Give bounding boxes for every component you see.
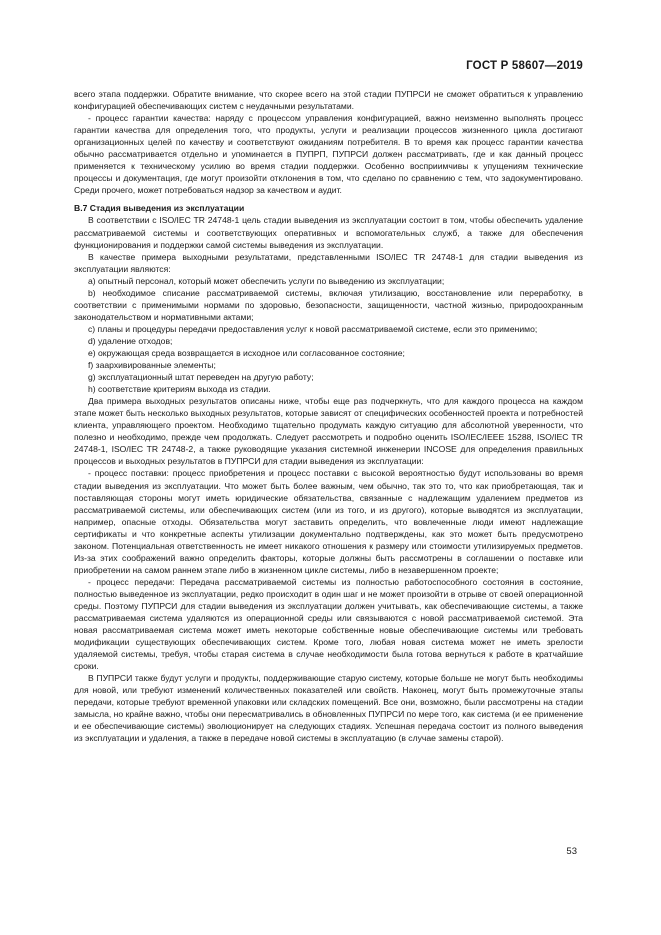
list-item: e) окружающая среда возвращается в исходное или согласованное состояние; [88, 347, 405, 358]
paragraph: В соответствии с ISO/IEC TR 24748-1 цель стадии выведения из эксплуатации состоит в том, чтобы обеспечить удаление рассматриваемой системы и соответствующих оперативных и вспомогательных служб, а также для обеспечения функционирования и поддержки самой системы выведения из эксплуатации. [74, 215, 583, 250]
list-item: c) планы и процедуры передачи предоставления услуг к новой рассматриваемой системе, если это применимо; [88, 323, 538, 334]
paragraph: всего этапа поддержки. Обратите внимание, что скорее всего на этой стадии ПУПРСИ не сможет обратиться к управлению конфигурацией обеспечивающих систем с неудачными результатами. [74, 89, 583, 112]
list-item: f) заархивированные элементы; [88, 360, 216, 371]
list-item: d) удаление отходов; [88, 335, 173, 346]
list-item: - процесс передачи: Передача рассматриваемой системы из полностью работоспособного состояния в состояние, полностью выведенное из эксплуатации, редко происходит в один шаг и не может произойти в отрыве от своей операционной среды. Поэтому ПУПРСИ для стадии выведения из эксплуатации должен учитывать, как обеспечивающие системы, а также рассматриваемая система удаляются из операционной среды или связываются с новой рассматриваемой системой. Эта новая рассматриваемая система может иметь некоторые собственные новые обеспечивающие системы или требовать модификации существующих обеспечивающих систем. Кроме того, любая новая система может не иметь зрелости удаляемой системы, требуя, чтобы старая система в случае необходимости была готова вернуться к работе в кратчайшие сроки. [74, 576, 583, 672]
list-item: b) необходимое списание рассматриваемой системы, включая утилизацию, восстановление или переработку, в соответствии с применимыми нормами по здоровью, безопасности, защищенности, частной жизнью, природоохранным законодательством и нормативными актами; [74, 287, 583, 322]
list-item: g) эксплуатационный штат переведен на другую работу; [88, 372, 314, 383]
paragraph: В качестве примера выходными результатами, представленными ISO/IEC TR 24748-1 для стадии выведения из эксплуатации являются: [74, 251, 583, 274]
list-item: h) соответствие критериям выхода из стадии. [88, 384, 271, 395]
paragraph: В ПУПРСИ также будут услуги и продукты, поддерживающие старую систему, которые больше не могут быть необходимы для новой, или требуют изменений количественных показателей или свойств. Наконец, могут быть промежуточные этапы передачи, которые требуют временной упаковки или складских помещений. Все они, возможно, были рассмотрены на стадии замысла, но крайне важно, чтобы они пересматривались в обновленных ПУПРСИ по мере того, как система (и ее применение и ее обеспечивающие системы) эволюционирует на следующих стадиях. Успешная передача состоит из полного выведения из эксплуатации и удаления, а также в передаче новой системы в эксплуатацию (в случае замены старой). [74, 673, 583, 744]
paragraph: Два примера выходных результатов описаны ниже, чтобы еще раз подчеркнуть, что для каждого процесса на каждом этапе может быть несколько выходных результатов, которые зависят от специфических особенностей проекта и потребностей клиента, управляющего проектом. Необходимо тщательно продумать каждую ситуацию для абсолютной уверенности, что полезно и необходимо, прежде чем продолжать. Следует рассмотреть и подробно оценить ISO/IEC/IEEE 15288, ISO/IEC TR 24748-1, ISO/IEC TR 24748-2, а также руководящие указания системной инженерии INCOSE для определения правильных процессов и выходных результатов в ПУПРСИ для стадии выведения из эксплуатации: [74, 396, 583, 467]
document-body [74, 88, 583, 745]
list-item: a) опытный персонал, который может обеспечить услуги по выведению из эксплуатации; [88, 275, 445, 286]
document-header: ГОСТ Р 58607—2019 [466, 60, 583, 72]
page-number: 53 [566, 846, 577, 857]
list-item: - процесс поставки: процесс приобретения и процесс поставки с высокой вероятностью будут использованы во время стадии выведения из эксплуатации. Что может быть более важным, чем обычно, так это то, что как приобретающая, так и поставляющая стороны могут иметь юридические обязательства, связанные с надлежащим удалением предметов из рассматриваемой системы, или обеспечивающих систем (или из того, и из другого), которые выводятся из эксплуатации, например, опасные отходы. Обязательства могут заставить определить, что вовлеченные люди имеют надлежащие сертификаты и что конкретные аспекты утилизации документально подтверждены, как это может быть предусмотрено законом. Потенциальная ответственность не имеет никакого отношения к размеру или стоимости утилизируемых предметов. Из-за этих соображений важно определить факторы, которые должны быть рассмотрены в соглашении о поставке или приобретении на самом раннем этапе либо в жизненном цикле системы, либо в незавершенном проекте; [74, 468, 583, 575]
list-item: - процесс гарантии качества: наряду с процессом управления конфигурацией, важно неизменно выполнять процесс гарантии качества для определения того, что продукты, услуги и реализации процессов жизненного цикла достигают организационных целей по качеству и соответствуют ожиданиям потребителя. В то время как процесс гарантии качества обычно рассматривается отдельно и упоминается в ПУПРП, ПУПРСИ должен рассматривать, где и как данный процесс применяется к техническому усилию во время стадии поддержки. Особенно восприимчивы к упущениям технические процессы и документация, где могут произойти отклонения в том, что сделано по сравнению с тем, что задокументировано. Среди прочего, может потребоваться надзор за качеством и аудит. [74, 113, 583, 196]
section-heading: В.7 Стадия выведения из эксплуатации [74, 203, 245, 214]
